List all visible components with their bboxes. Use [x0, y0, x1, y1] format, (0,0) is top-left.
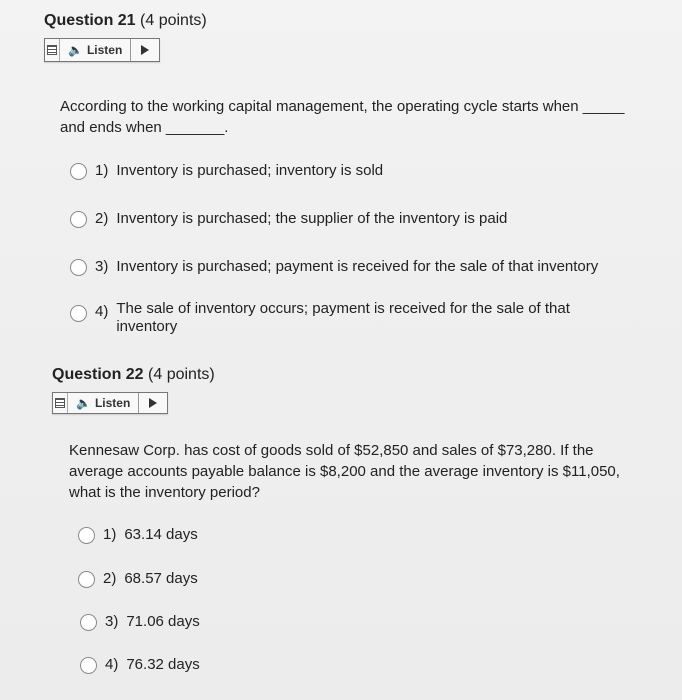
question-22-prompt: [69, 440, 669, 503]
listen-menu-button[interactable]: [53, 393, 68, 413]
option-number: 1): [95, 162, 109, 179]
radio-button[interactable]: [80, 657, 97, 674]
question-21-prompt-line1: According to the working capital management, the operating cycle starts when _____: [60, 98, 625, 115]
play-icon: [141, 45, 149, 55]
option-number: 2): [103, 570, 117, 587]
option-text: 71.06 days: [126, 613, 200, 630]
q21-option-2[interactable]: [70, 210, 507, 228]
q22-option-3[interactable]: [80, 613, 200, 631]
question-22-label: Question 22: [52, 366, 144, 383]
option-text: 68.57 days: [124, 570, 198, 587]
listen-toolbar-q21: [44, 38, 160, 62]
radio-button[interactable]: [70, 305, 87, 322]
q21-option-1[interactable]: [70, 162, 383, 180]
listen-label: Listen: [94, 396, 131, 410]
option-text: 63.14 days: [124, 526, 198, 543]
play-button[interactable]: [139, 393, 167, 413]
option-number: 2): [95, 210, 109, 227]
question-22-prompt-line1: Kennesaw Corp. has cost of goods sold of $52,850 and sales of $73,280. If the: [69, 442, 594, 459]
radio-button[interactable]: [70, 259, 87, 276]
question-21-points: (4 points): [140, 12, 207, 29]
q22-option-1[interactable]: [78, 526, 198, 544]
q22-option-4[interactable]: [80, 656, 200, 674]
q22-option-2[interactable]: [78, 570, 198, 588]
option-text: 76.32 days: [126, 656, 200, 673]
question-22-prompt-line2: average accounts payable balance is $8,200 and the average inventory is $11,050,: [69, 463, 620, 480]
speaker-icon: 🔈: [76, 396, 91, 410]
play-icon: [149, 398, 157, 408]
radio-button[interactable]: [70, 163, 87, 180]
option-number: 3): [95, 258, 109, 275]
option-text: Inventory is purchased; inventory is sold: [116, 162, 384, 179]
option-number: 1): [103, 526, 117, 543]
option-number: 4): [95, 303, 109, 320]
option-number: 4): [105, 656, 119, 673]
radio-button[interactable]: [80, 614, 97, 631]
listen-menu-button[interactable]: [45, 39, 60, 61]
option-number: 3): [105, 613, 119, 630]
radio-button[interactable]: [78, 527, 95, 544]
listen-toolbar-q22: [52, 392, 168, 414]
menu-icon: [55, 398, 65, 408]
listen-button[interactable]: [68, 393, 139, 413]
option-text: Inventory is purchased; the supplier of the inventory is paid: [116, 210, 508, 227]
question-21-label: Question 21: [44, 12, 136, 29]
q21-option-4[interactable]: [70, 300, 586, 336]
listen-button[interactable]: [60, 39, 131, 61]
speaker-icon: 🔈: [68, 43, 83, 57]
question-21-title: [44, 12, 207, 30]
radio-button[interactable]: [70, 211, 87, 228]
play-button[interactable]: [131, 39, 159, 61]
question-21-prompt: [60, 96, 670, 138]
question-21-prompt-line2: and ends when _______.: [60, 119, 229, 136]
question-22-points: (4 points): [148, 366, 215, 383]
question-22-title: [52, 366, 215, 384]
option-text: The sale of inventory occurs; payment is received for the sale of that inventory: [116, 300, 570, 335]
option-text: Inventory is purchased; payment is received for the sale of that inventory: [116, 258, 599, 275]
q21-option-3[interactable]: [70, 258, 598, 276]
listen-label: Listen: [86, 43, 123, 57]
radio-button[interactable]: [78, 571, 95, 588]
menu-icon: [47, 45, 57, 55]
question-22-prompt-line3: what is the inventory period?: [69, 484, 260, 501]
